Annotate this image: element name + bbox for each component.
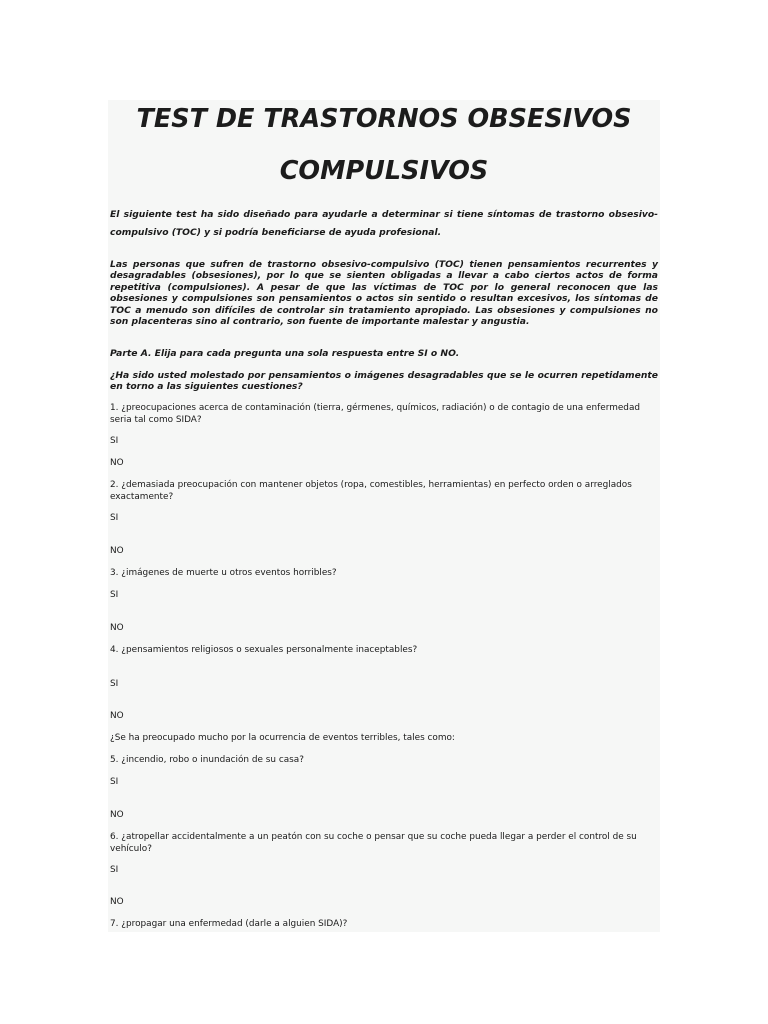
description-paragraph: Las personas que sufren de trastorno obsesivo-compulsivo (TOC) tienen pensamientos recurrentes y desagradables (obsesiones), por lo que se sienten obligadas a llevar a cabo ciertos actos de forma repetitiva (compulsiones). A pesar de que las víctimas de TOC por lo general reconocen que las obsesiones y compulsiones son pensamientos o actos sin sentido o resultan excesivos, los síntomas de TOC a menudo son difíciles de controlar sin tratamiento apropiado. Las obsesiones y compulsiones no son placenteras sino al contrario, son fuente de importante malestar y angustia. [110,259,658,328]
q2-no-option: NO [110,546,124,556]
q1-no-option: NO [110,458,124,468]
q5-yes-option: SI [110,777,119,787]
title-line-1: TEST DE TRASTORNOS OBSESIVOS [136,104,632,134]
question-3: 3. ¿imágenes de muerte u otros eventos horribles? [110,568,337,578]
section-2-heading: ¿Se ha preocupado mucho por la ocurrencia de eventos terribles, tales como: [110,733,455,743]
intro-paragraph: El siguiente test ha sido diseñado para ayudarle a determinar si tiene síntomas de trastorno obsesivo-compulsivo (TOC) y si podría beneficiarse de ayuda profesional. [110,209,658,238]
question-2: 2. ¿demasiada preocupación con mantener objetos (ropa, comestibles, herramientas) en perfecto orden o arreglados exactamente? [110,480,632,502]
q2-yes-option: SI [110,513,119,523]
q4-no-option: NO [110,711,124,721]
part-a-heading: Parte A. Elija para cada pregunta una sola respuesta entre SI o NO. [110,348,460,359]
question-7: 7. ¿propagar una enfermedad (darle a alguien SIDA)? [110,919,348,929]
question-4: 4. ¿pensamientos religiosos o sexuales personalmente inaceptables? [110,645,418,655]
question-6: 6. ¿atropellar accidentalmente a un peatón con su coche o pensar que su coche pueda llegar a perder el control de su vehículo? [110,832,637,854]
q5-no-option: NO [110,810,124,820]
q3-yes-option: SI [110,590,119,600]
q3-no-option: NO [110,623,124,633]
q4-yes-option: SI [110,679,119,689]
document-page [108,100,660,932]
title-line-2: COMPULSIVOS [279,156,489,186]
q6-no-option: NO [110,897,124,907]
question-5: 5. ¿incendio, robo o inundación de su casa? [110,755,304,765]
part-a-question: ¿Ha sido usted molestado por pensamientos o imágenes desagradables que se le ocurren repetidamente en torno a las siguientes cuestiones? [110,370,658,393]
question-1: 1. ¿preocupaciones acerca de contaminación (tierra, gérmenes, químicos, radiación) o de contagio de una enfermedad seria tal como SIDA? [110,403,641,425]
q1-yes-option: SI [110,436,119,446]
q6-yes-option: SI [110,865,119,875]
